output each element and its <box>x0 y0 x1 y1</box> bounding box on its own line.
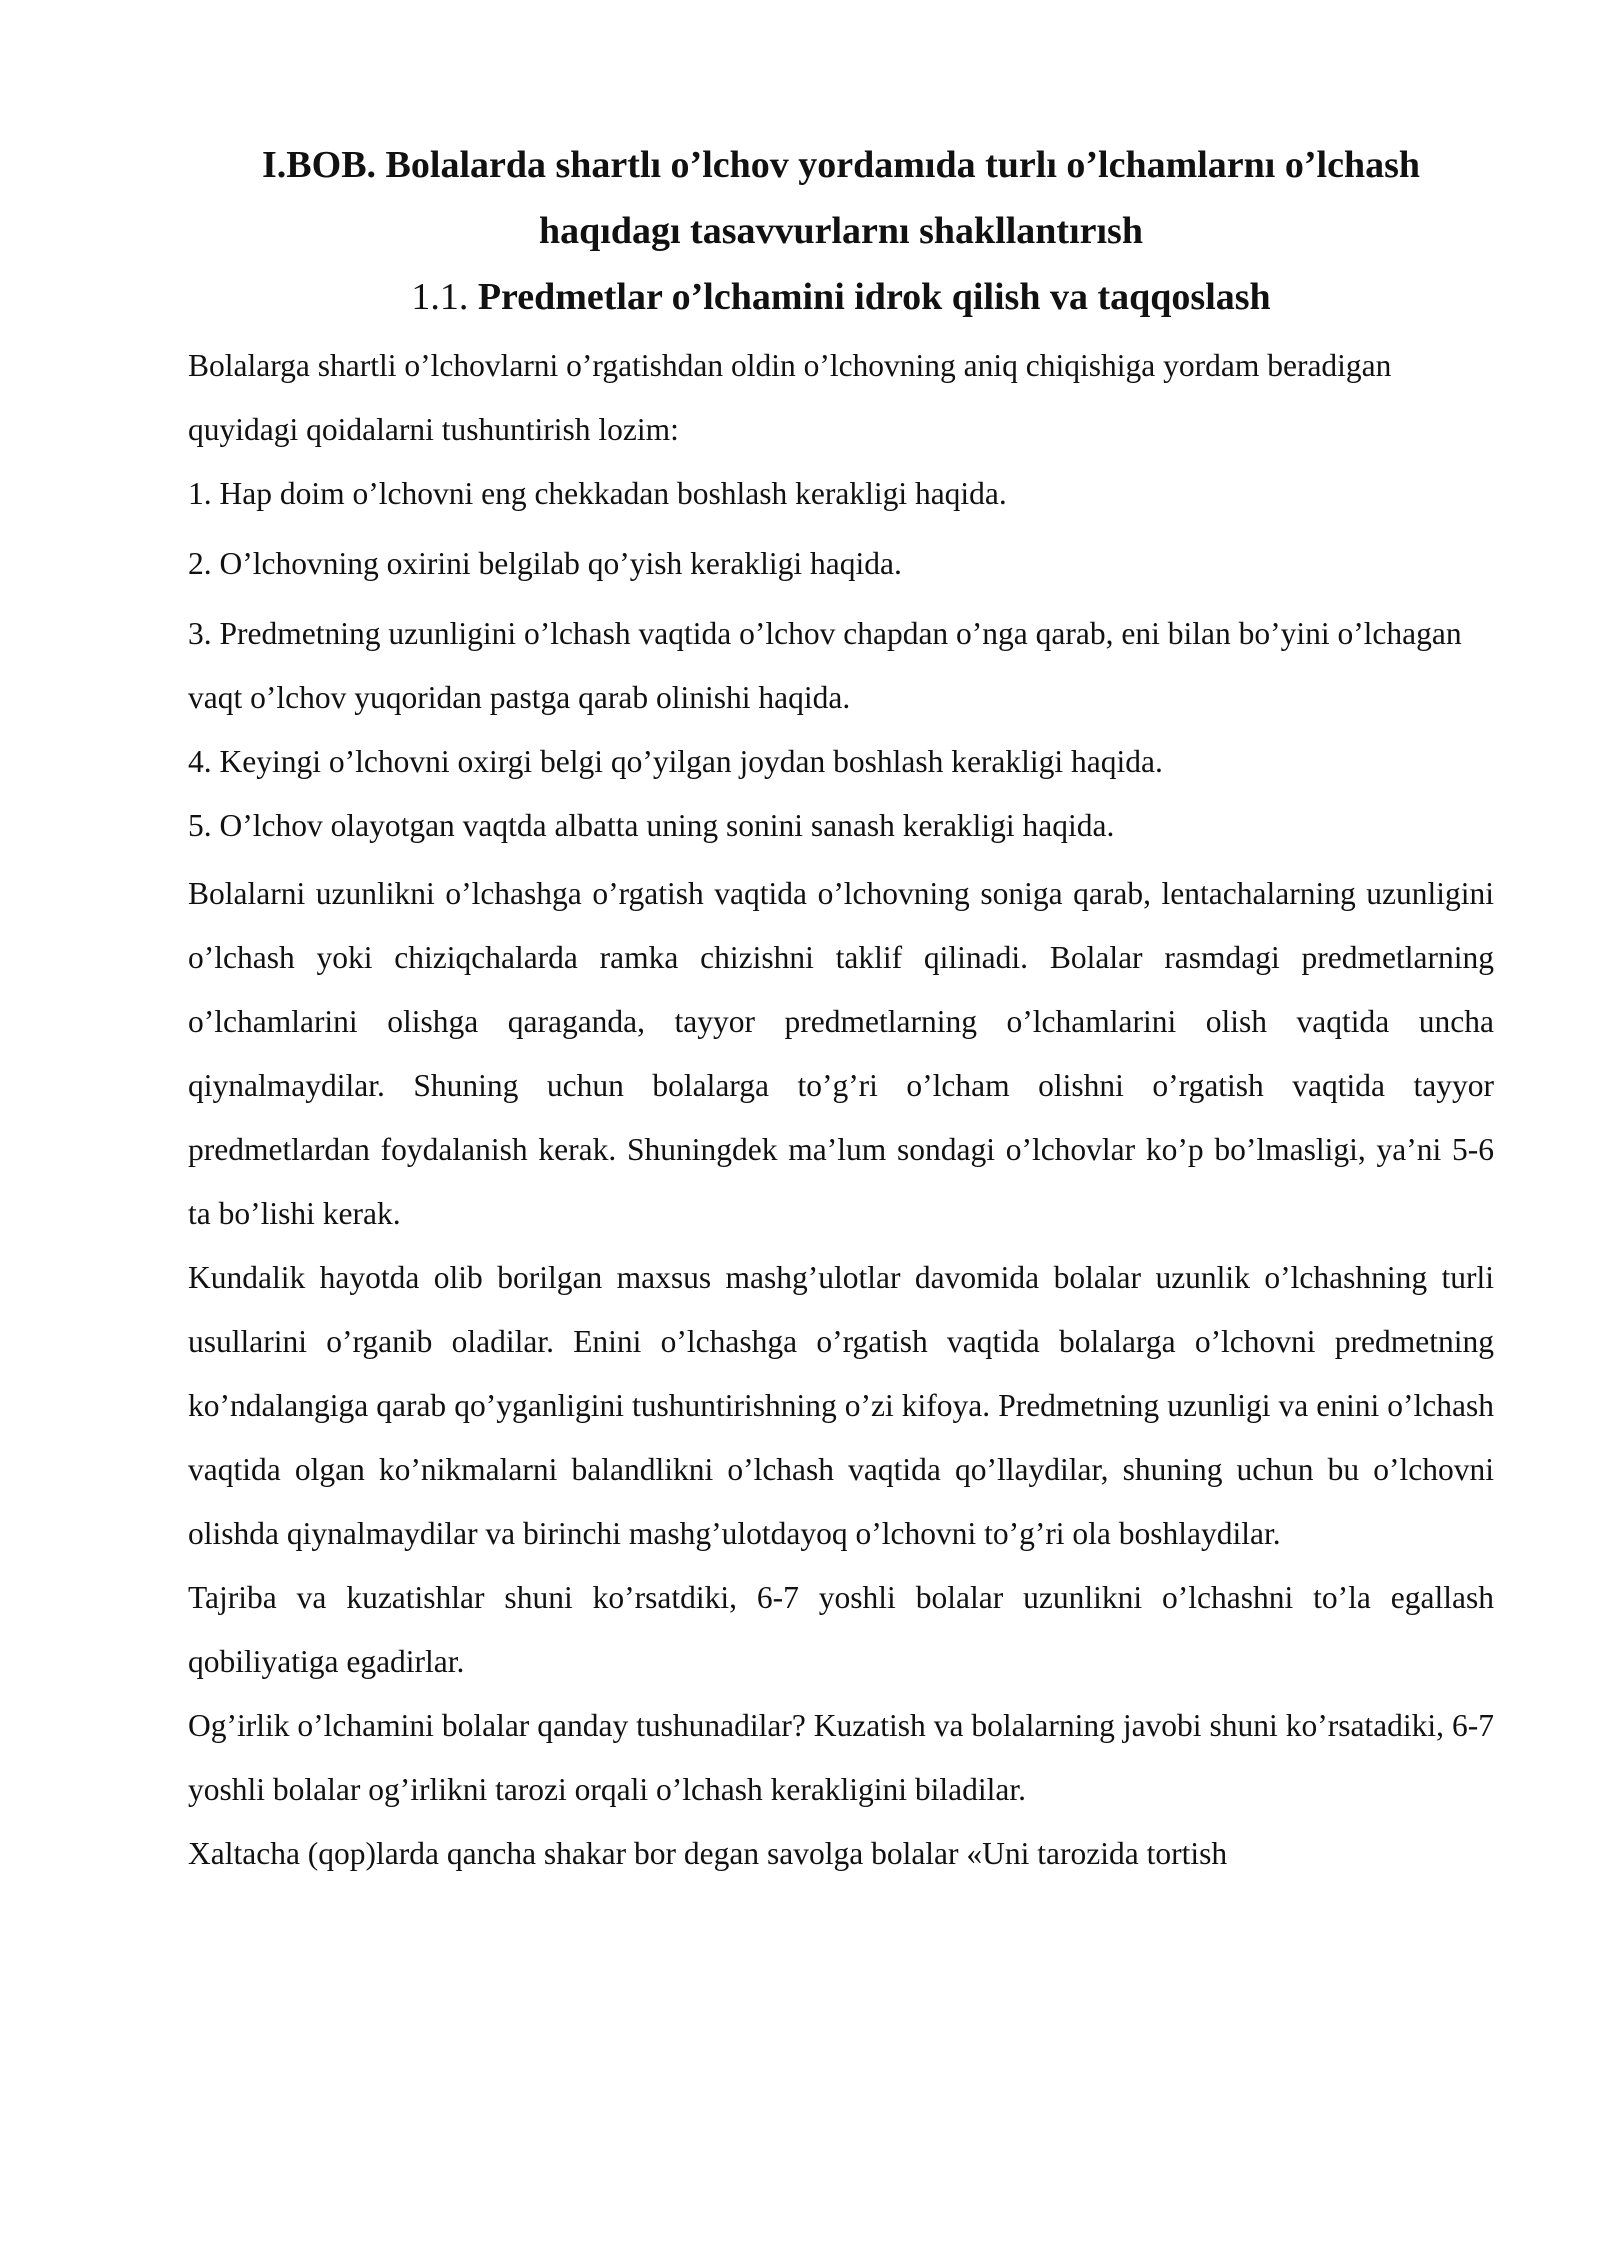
document-page <box>188 132 1494 1886</box>
rule-4: 4. Keyingi o’lchovni oxirgi belgi qo’yilgan joydan boshlash kerakligi haqida. <box>188 744 1163 779</box>
paragraph-weight: Og’irlik o’lchamini bolalar qanday tushunadilar? Kuzatish va bolalarning javobi shuni ko’rsatadiki, 6-7 yoshli bolalar og’irlikni tarozi orqali o’lchash kerakligini biladilar. <box>188 1708 1494 1807</box>
paragraph-measuring-methods: Kundalik hayotda olib borilgan maxsus mashg’ulotlar davomida bolalar uzunlik o’lchashning turli usullarini o’rganib oladilar. Enini o’lchashga o’rgatish vaqtida bolalarga o’lchovni predmetning ko’ndalangiga qarab qo’yganligini tushuntirishning o’zi kifoya. Predmetning uzunligi va enini o’lchash vaqtida olgan ko’nikmalarni balandlikni o’lchash vaqtida qo’llaydilar, shuning uchun bu o’lchovni olishda qiynalmaydilar va birinchi mashg’ulotdayoq o’lchovni to’g’ri ola boshlaydilar. <box>188 1260 1494 1551</box>
chapter-title-line-1: I.BOB. Bolalarda shartlı o’lchov yordamıda turlı o’lchamlarnı o’lchash <box>262 144 1420 186</box>
section-heading <box>188 264 1494 330</box>
chapter-title-line-2: haqıdagı tasavvurlarnı shakllantırısh <box>539 210 1143 252</box>
section-title: Predmetlar o’lchamini idrok qilish va taqqoslash <box>477 276 1271 318</box>
paragraph-measuring-length: Bolalarni uzunlikni o’lchashga o’rgatish vaqtida o’lchovning soniga qarab, lentachalarning uzunligini o’lchash yoki chiziqchalarda ramka chizishni taklif qilinadi. Bolalar rasmdagi predmetlarning o’lchamlarini olishga qaraganda, tayyor predmetlarning o’lchamlarini olish vaqtida uncha qiynalmaydilar. Shuning uchun bolalarga to’g’ri o’lcham olishni o’rgatish vaqtida tayyor predmetlardan foydalanish kerak. Shuningdek ma’lum sondagi o’lchovlar ko’p bo’lmasligi, ya’ni 5-6 ta bo’lishi kerak. <box>188 876 1494 1231</box>
paragraph-experience: Tajriba va kuzatishlar shuni ko’rsatdiki, 6-7 yoshli bolalar uzunlikni o’lchashni to’la egallash qobiliyatiga egadirlar. <box>188 1580 1494 1679</box>
rule-2: 2. O’lchovning oxirini belgilab qo’yish kerakligi haqida. <box>188 546 902 581</box>
rule-1: 1. Hap doim o’lchovni eng chekkadan boshlash kerakligi haqida. <box>188 476 1007 511</box>
section-number: 1.1. <box>411 276 469 318</box>
paragraph-sugar-bags: Xaltacha (qop)larda qancha shakar bor degan savolga bolalar «Uni tarozida tortish <box>188 1836 1228 1871</box>
rule-5: 5. O’lchov olayotgan vaqtda albatta uning sonini sanash kerakligi haqida. <box>188 808 1115 843</box>
intro-paragraph: Bolalarga shartli o’lchovlarni o’rgatishdan oldin o’lchovning aniq chiqishiga yordam beradigan quyidagi qoidalarni tushuntirish lozim: <box>188 348 1392 447</box>
rule-3: 3. Predmetning uzunligini o’lchash vaqtida o’lchov chapdan o’nga qarab, eni bilan bo’yini o’lchagan vaqt o’lchov yuqoridan pastga qarab olinishi haqida. <box>188 616 1462 715</box>
